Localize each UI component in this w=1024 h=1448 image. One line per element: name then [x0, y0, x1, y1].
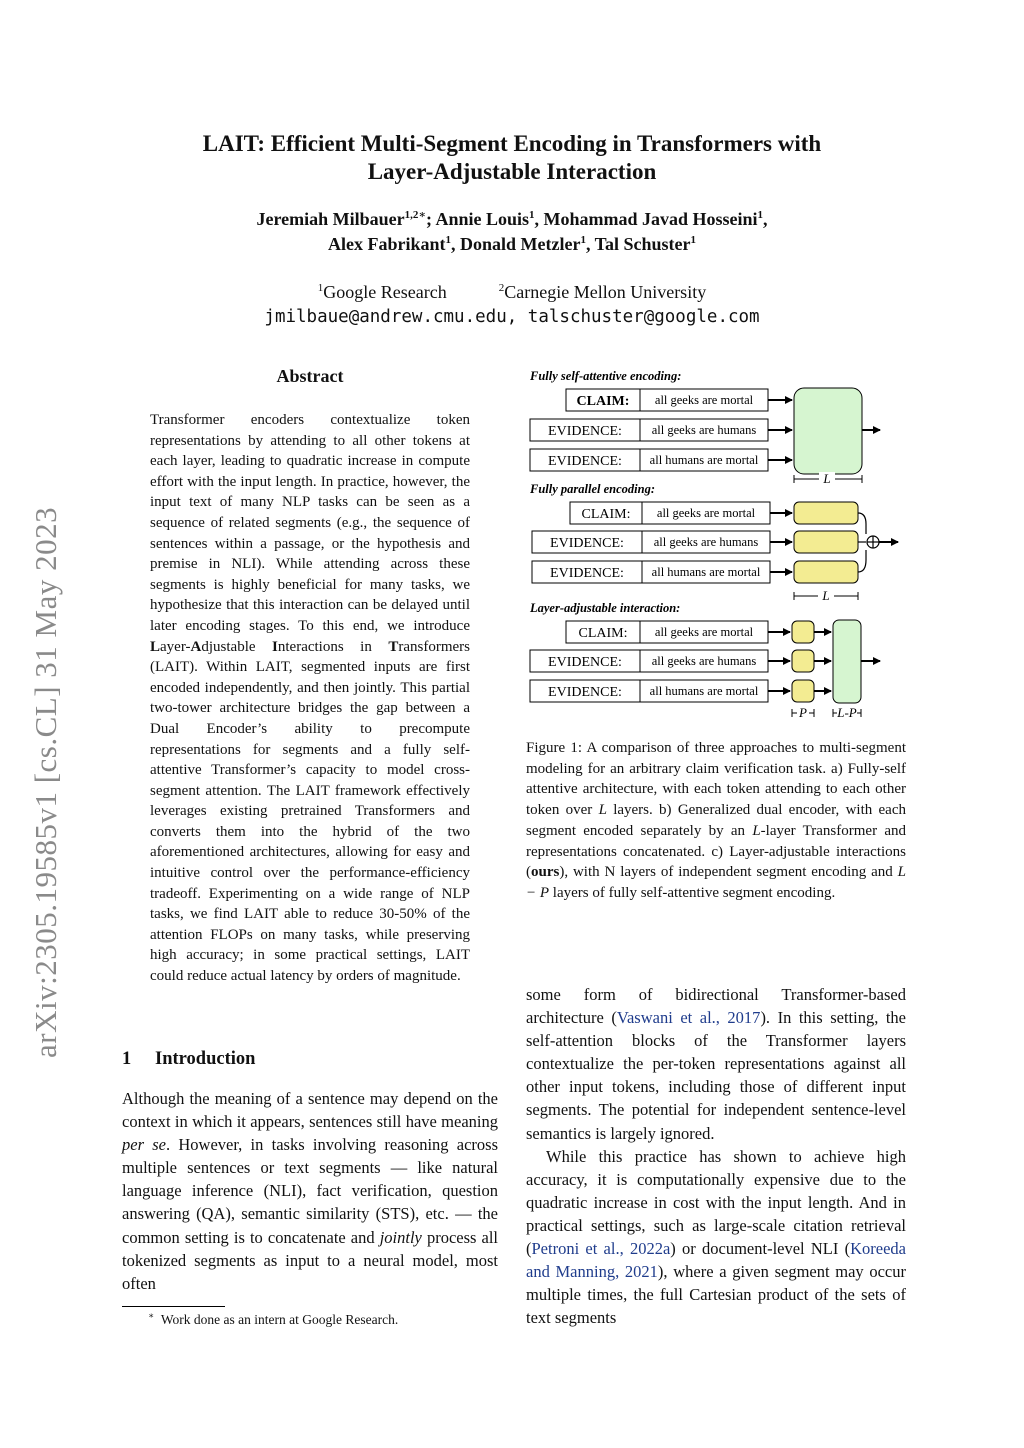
- affil-sup: 2: [498, 282, 505, 294]
- body-text: ) or document-level NLI (: [670, 1239, 851, 1259]
- panel-c-rows: [530, 621, 768, 702]
- author-name: Alex Fabrikant: [327, 234, 446, 254]
- body-text: ). In this setting, the self-attention blocks of the Transformer layers contextualize the per-token representations against all other input tokens, including those of different input segments. The potential for independent sentence-level semantics is largely ignored.: [526, 1008, 907, 1143]
- row-label: EVIDENCE:: [550, 566, 624, 581]
- section-heading: [122, 1049, 255, 1070]
- joint-transformer-block: [794, 388, 862, 474]
- caption-math: L − P: [526, 864, 906, 901]
- segment-encoder-block: [794, 502, 858, 524]
- author-sup: 1: [529, 209, 535, 221]
- panel-b-rows: [532, 502, 770, 583]
- footnote-text: Work done as an intern at Google Research.: [160, 1312, 399, 1327]
- row-label: EVIDENCE:: [550, 536, 624, 551]
- abstract-text: Transformer encoders contextualize token representations by attending to all other tokens at each layer, leading to quadratic increase in compute effort with the input length. In practice, however, the input text of many NLP tasks can be seen as a sequence of related segments (e.g., the sequence of sentences within a passage, or the hypothesis and premise in NLI). While attending across these segments is highly beneficial for many tasks, we hypothesize that this interaction can be delayed until later encoding stages. To this end, we introduce: [150, 412, 470, 634]
- author-name: Tal Schuster: [594, 234, 691, 254]
- citation-link[interactable]: Vaswani et al., 2017: [616, 1008, 761, 1028]
- caption-math: L: [752, 822, 761, 839]
- intro-text: . However, in tasks involving reasoning across multiple sentences or text segments — like natural language inference (NLI), fact verification, question answering (QA), semantic similarity (STS), etc. — the common setting is to concatenate and: [122, 1135, 499, 1247]
- body-text: ), where a given segment may occur multiple times, the full Cartesian product of the sets of text segments: [526, 1262, 906, 1328]
- caption-text: layers of fully self-attentive segment encoding.: [549, 884, 836, 901]
- abstract-acronym-letter: L: [150, 638, 161, 655]
- author-name: Annie Louis: [435, 209, 530, 229]
- title-line-1: LAIT: Efficient Multi-Segment Encoding in Transformers with: [202, 131, 822, 156]
- right-column-body: [526, 983, 906, 1329]
- author-sup: 1: [580, 234, 586, 246]
- segment-encoder-block: [794, 531, 858, 553]
- affil-name: Carnegie Mellon University: [504, 282, 707, 302]
- row-text: all geeks are mortal: [656, 506, 756, 520]
- row-label: CLAIM:: [576, 394, 630, 409]
- author-list: Jeremiah Milbauer$^{1,2∗}$; Annie Louis$^1$, Mohammad Javad Hosseini$^1$, Alex Fabrikant$^1$, Donald Metzler$^1$, Tal Schuster$^1$: [256, 209, 768, 254]
- dim-label-P: P: [799, 705, 807, 720]
- citation-link[interactable]: Petroni et al., 2022a: [531, 1239, 671, 1259]
- affiliations: [0, 281, 1024, 303]
- citation-link[interactable]: Koreeda and Manning, 2021: [526, 1239, 906, 1282]
- body-text: While this practice has shown to achieve high accuracy, it is computationally expensive due to the quadratic increase in cost with the input length. And in practical settings, such as large-scale citation retrieval (: [526, 1146, 906, 1259]
- section-title: Introduction: [155, 1049, 256, 1069]
- abstract-text: nteractions in: [277, 638, 389, 655]
- row-text: all geeks are humans: [651, 654, 757, 668]
- row-label: CLAIM:: [581, 507, 631, 522]
- footnote-rule: [122, 1306, 225, 1307]
- author-name: Jeremiah Milbauer: [256, 209, 405, 229]
- figure-caption: [526, 738, 906, 904]
- caption-text: Figure 1: A comparison of three approaches to multi-segment modeling for an arbitrary claim verification task. a) Fully-self attentive architecture, with each token attending to each other token over: [526, 740, 906, 819]
- row-text: all geeks are humans: [653, 535, 759, 549]
- segment-encoder-block: [794, 561, 858, 583]
- row-text: all geeks are mortal: [654, 393, 754, 407]
- abstract-body: [150, 410, 470, 987]
- row-text: all geeks are mortal: [654, 625, 754, 639]
- arxiv-stamp: arXiv:2305.19585v1 [cs.CL] 31 May 2023: [28, 506, 63, 1058]
- footnote-mark: ∗: [148, 1310, 155, 1321]
- panel-a-title: Fully self-attentive encoding:: [530, 369, 682, 383]
- dim-label-L: L: [822, 588, 830, 603]
- row-label: CLAIM:: [578, 626, 628, 641]
- row-text: all humans are mortal: [651, 565, 761, 579]
- abstract-heading: Abstract: [276, 366, 344, 386]
- joint-transformer-block: [833, 620, 861, 703]
- panel-a-rows: [530, 389, 768, 471]
- caption-text: ), with N layers of independent segment encoding and: [559, 864, 898, 881]
- abstract-acronym-letter: I: [272, 638, 278, 655]
- segment-encoder-block: [792, 650, 814, 672]
- title-line-2: Layer-Adjustable Interaction: [367, 159, 657, 184]
- row-label: EVIDENCE:: [548, 454, 622, 469]
- figure-1: [526, 364, 906, 724]
- abstract-text: ransformers: [398, 638, 470, 655]
- author-sup: 1: [445, 234, 451, 246]
- author-emails: jmilbaue@andrew.cmu.edu, talschuster@google.com: [264, 307, 760, 327]
- affil-name: Google Research: [323, 282, 447, 302]
- segment-encoder-block: [792, 621, 814, 643]
- abstract-acronym-letter: T: [388, 638, 399, 655]
- panel-c-title: Layer-adjustable interaction:: [530, 601, 681, 615]
- intro-emphasis: per se: [122, 1135, 166, 1155]
- intro-text: Although the meaning of a sentence may depend on the context in which it appears, sentences still have meaning: [122, 1089, 498, 1132]
- intro-text: process all tokenized segments as input to a neural model, most often: [122, 1227, 498, 1293]
- author-sup: 1: [690, 234, 697, 246]
- body-text: some form of bidirectional Transformer-based architecture (: [526, 985, 906, 1028]
- row-label: EVIDENCE:: [548, 685, 622, 700]
- abstract-acronym-letter: A: [190, 638, 202, 655]
- body-paragraph: [526, 983, 906, 1145]
- row-text: all humans are mortal: [649, 684, 759, 698]
- paper-title: [0, 130, 1024, 186]
- panel-b-title: Fully parallel encoding:: [530, 482, 655, 496]
- row-label: EVIDENCE:: [548, 424, 622, 439]
- author-name: Donald Metzler: [460, 234, 581, 254]
- author-sup: 1,2∗: [404, 209, 426, 221]
- intro-paragraph: [122, 1087, 498, 1295]
- footnote: [148, 1312, 398, 1328]
- dim-label-LP: L-P: [837, 705, 857, 720]
- section-number: 1: [122, 1049, 132, 1069]
- intro-emphasis: jointly: [379, 1227, 422, 1247]
- author-name: Mohammad Javad Hosseini: [543, 209, 758, 229]
- row-text: all humans are mortal: [649, 453, 759, 467]
- body-paragraph: [526, 1145, 906, 1330]
- caption-text: -layer Transformer and representations concatenated. c) Layer-adjustable interactions (: [526, 822, 907, 881]
- abstract-text: djustable: [201, 638, 273, 655]
- segment-encoder-block: [792, 680, 814, 702]
- affil-sup: 1: [317, 282, 324, 294]
- author-sup: 1: [757, 209, 764, 221]
- caption-bold: ours: [531, 864, 560, 881]
- caption-text: layers. b) Generalized dual encoder, with each segment encoded separately by an: [526, 802, 906, 839]
- row-text: all geeks are humans: [651, 423, 757, 437]
- abstract-text: ayer-: [160, 638, 191, 655]
- abstract-text: (LAIT). Within LAIT, segmented inputs are first encoded independently, and then jointly. This partial two-tower architecture bridges the gap between a Dual Encoder’s ability to precompute representations for segments and a fully self-attentive Transformer’s capacity to model cross-segment attention. The LAIT framework effectively leverages existing pretrained Transformers and converts them into the hybrid of the two aforementioned architectures, allowing for easy and intuitive control over the performance-efficiency tradeoff. Experimenting on a wide range of NLP tasks, we find LAIT able to reduce 30-50% of the attention FLOPs on many tasks, while preserving high accuracy; in some practical settings, LAIT could reduce actual latency by orders of magnitude.: [150, 659, 470, 985]
- row-label: EVIDENCE:: [548, 655, 622, 670]
- caption-math: L: [598, 802, 607, 819]
- dim-label-L: L: [823, 471, 831, 486]
